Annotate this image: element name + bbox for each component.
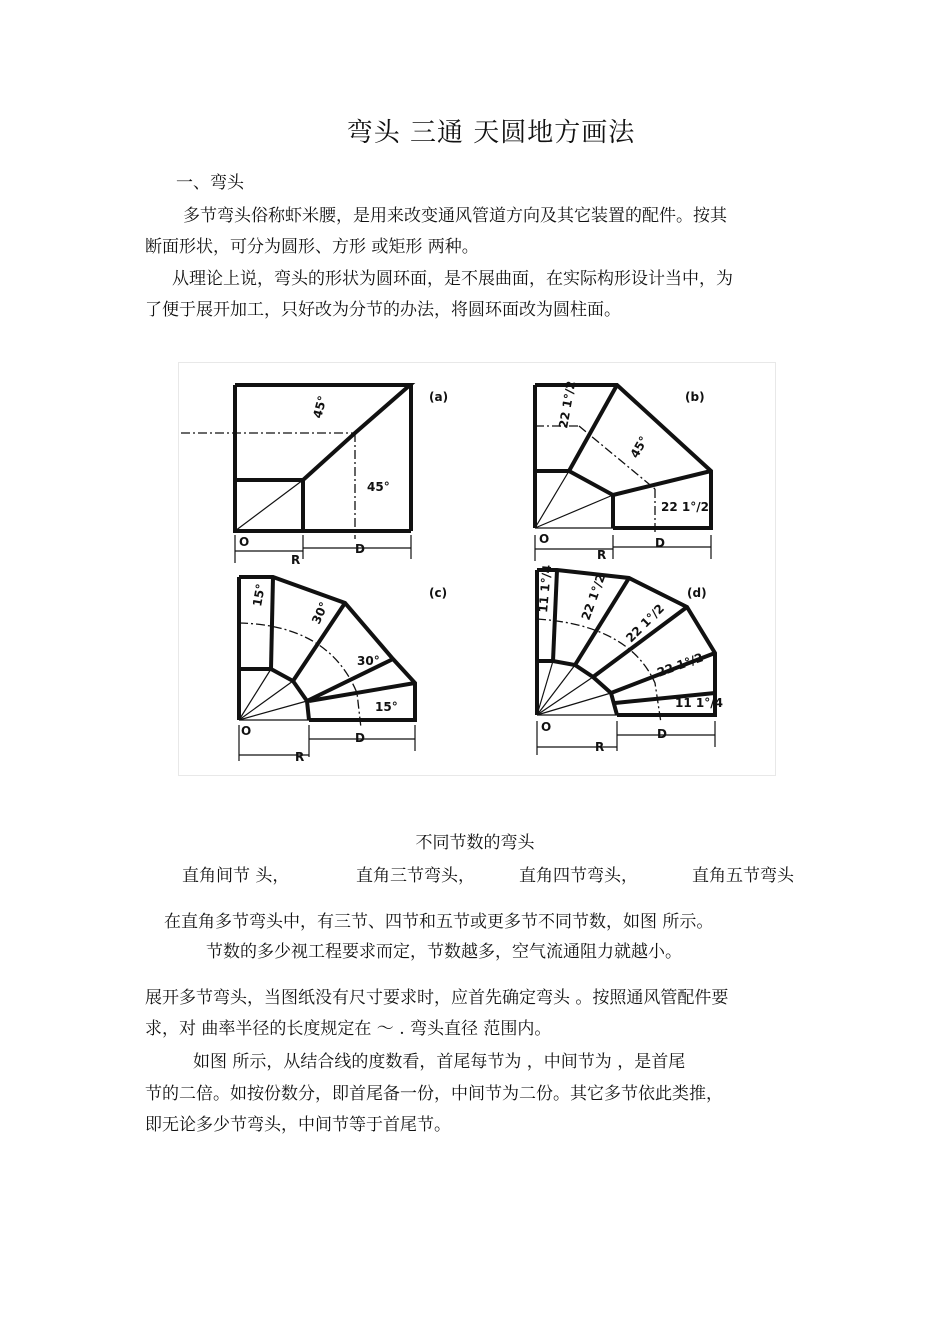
- label-b-angle-1: 22 1°/2: [556, 379, 579, 430]
- diagram-b: [535, 380, 711, 562]
- label-d-angle-2: 22 1°/2: [578, 572, 609, 623]
- label-b-origin: O: [539, 532, 550, 546]
- figure-caption: 不同节数的弯头: [415, 833, 535, 853]
- label-c-angle-2: 30°: [309, 599, 332, 627]
- label-a-origin: O: [239, 535, 250, 549]
- label-c-angle-4: 15°: [375, 700, 398, 714]
- label-c-radius: R: [295, 750, 305, 764]
- paragraph-4-line-2: 求，对 曲率半径的长度规定在 ～ . 弯头直径 范围内。: [145, 1019, 552, 1039]
- paragraph-5-line-2: 节的二倍。如按份数分，即首尾备一份，中间节为二份。其它多节依此类推，: [145, 1084, 723, 1104]
- label-d-angle-1: 11 1°/4: [536, 564, 555, 614]
- label-b-angle-2: 45°: [627, 433, 651, 461]
- paragraph-5-line-1: 如图 所示，从结合线的度数看，首尾每节为 ，中间节为 ，是首尾: [193, 1052, 686, 1072]
- paragraph-5-line-3: 即无论多少节弯头，中间节等于首尾节。: [145, 1115, 451, 1135]
- label-b-tag: (b): [685, 390, 705, 404]
- label-c-tag: (c): [429, 586, 448, 600]
- page-title: 弯头 三通 天圆地方画法: [346, 118, 636, 148]
- label-d-origin: O: [541, 720, 552, 734]
- label-b-angle-3: 22 1°/2: [661, 500, 709, 514]
- diagram-d: [536, 564, 723, 755]
- paragraph-2-line-2: 了便于展开加工，只好改为分节的办法，将圆环面改为圆柱面。: [145, 300, 621, 320]
- diagram-a: [181, 385, 448, 567]
- label-a-angle-right: 45°: [367, 480, 390, 494]
- label-c-angle-1: 15°: [250, 582, 268, 608]
- label-b-radius: R: [597, 548, 607, 562]
- label-d-tag: (d): [687, 586, 707, 600]
- paragraph-1-line-2: 断面形状，可分为圆形、方形 或矩形 两种。: [145, 237, 479, 257]
- subcaption-3: 直角四节弯头，: [519, 866, 638, 886]
- elbow-figure: [178, 362, 776, 776]
- paragraph-2-line-1: 从理论上说，弯头的形状为圆环面，是不展曲面，在实际构形设计当中，为: [172, 269, 733, 289]
- label-b-diameter: D: [655, 536, 665, 550]
- label-a-tag: (a): [429, 390, 449, 404]
- label-d-angle-5: 11 1°/4: [675, 696, 723, 710]
- label-d-diameter: D: [657, 727, 667, 741]
- subcaption-2: 直角三节弯头，: [356, 866, 475, 886]
- label-c-angle-3: 30°: [357, 654, 380, 668]
- subcaption-1: 直角间节 头，: [182, 866, 290, 886]
- paragraph-3-line-2: 节数的多少视工程要求而定，节数越多，空气流通阻力就越小。: [206, 942, 682, 962]
- subcaption-4: 直角五节弯头: [692, 866, 794, 886]
- label-d-angle-4: 22 1°/2: [655, 650, 706, 680]
- label-a-angle-top: 45°: [310, 394, 330, 420]
- section-heading: 一、弯头: [176, 173, 244, 193]
- paragraph-3-line-1: 在直角多节弯头中，有三节、四节和五节或更多节不同节数，如图 所示。: [164, 912, 714, 932]
- label-d-angle-3: 22 1°/2: [623, 601, 668, 646]
- diagram-c: [239, 577, 447, 764]
- label-a-diameter: D: [355, 542, 365, 556]
- label-c-diameter: D: [355, 731, 365, 745]
- label-c-origin: O: [241, 724, 252, 738]
- paragraph-1-line-1: 多节弯头俗称虾米腰，是用来改变通风管道方向及其它装置的配件。按其: [183, 206, 727, 226]
- label-d-radius: R: [595, 740, 605, 754]
- label-a-radius: R: [291, 553, 301, 567]
- paragraph-4-line-1: 展开多节弯头，当图纸没有尺寸要求时，应首先确定弯头 。按照通风管配件要: [145, 988, 729, 1008]
